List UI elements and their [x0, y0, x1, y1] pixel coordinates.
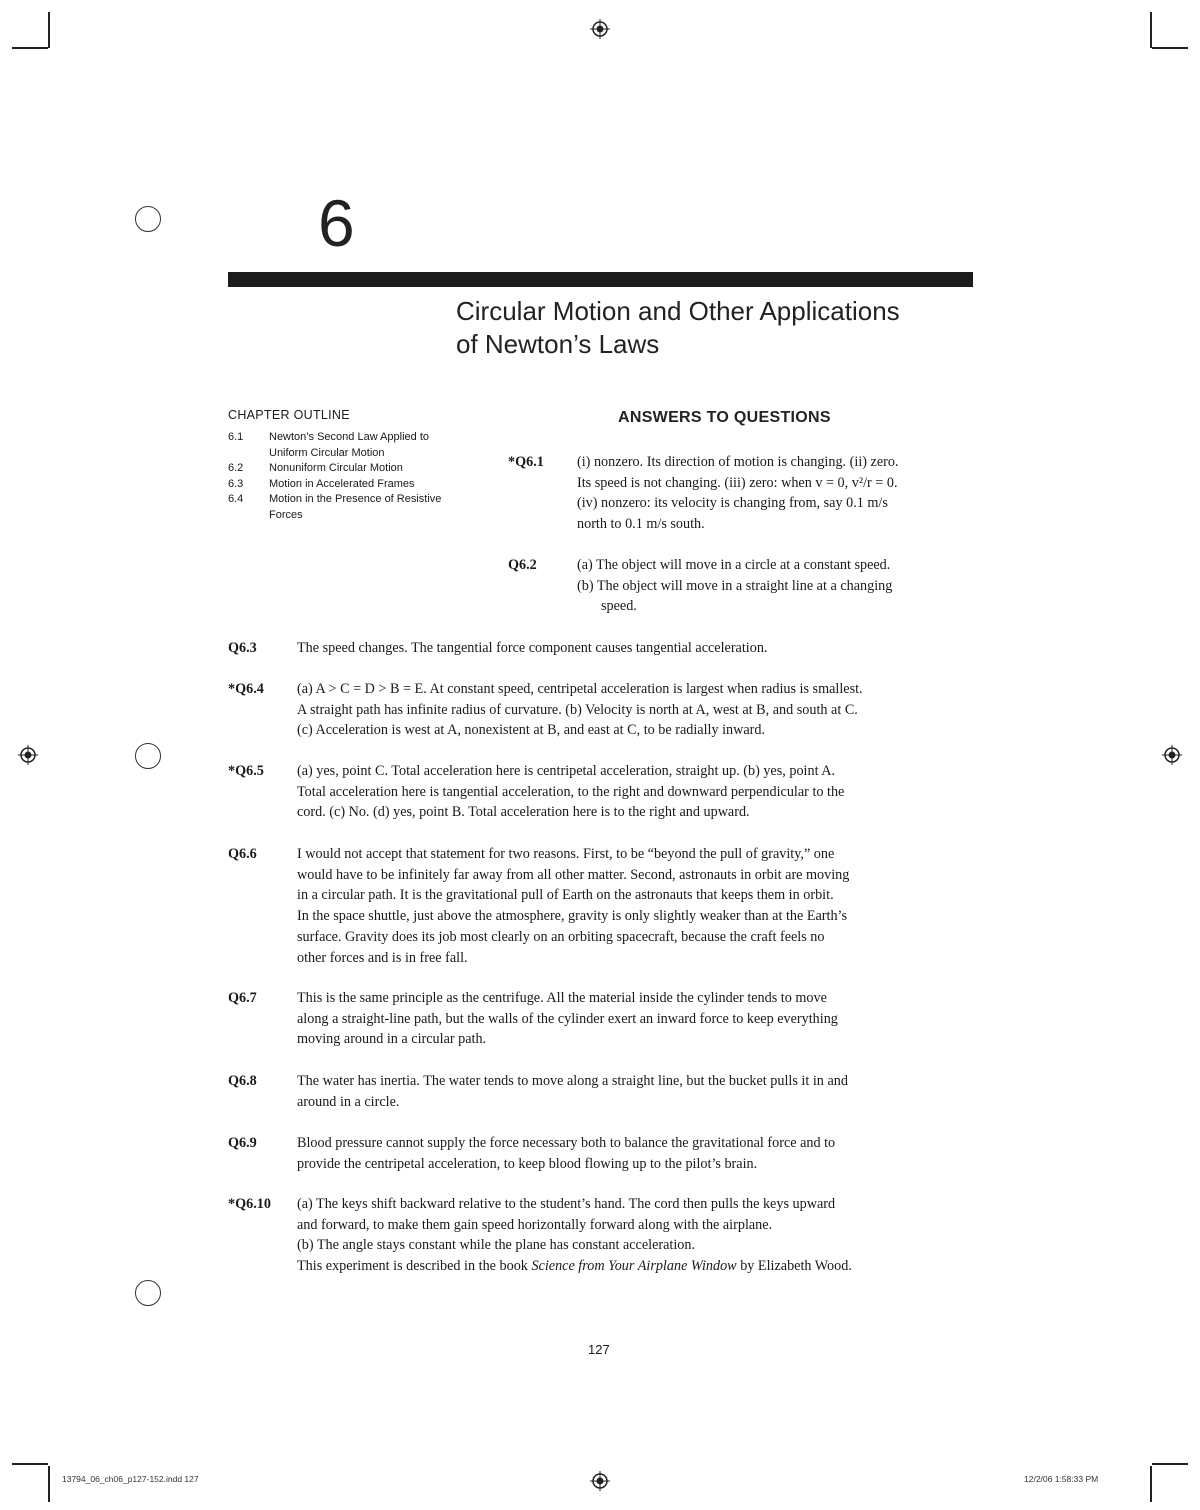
answer-line: would have to be infinitely far away from all other matter. Second, astronauts in orbit are moving — [297, 866, 850, 883]
answer-line: (a) The object will move in a circle at a constant speed. — [577, 557, 891, 573]
outline-heading: CHAPTER OUTLINE — [228, 408, 350, 422]
answer-line: north to 0.1 m/s south. — [577, 516, 705, 533]
answers-heading: ANSWERS TO QUESTIONS — [618, 409, 831, 426]
answer-text — [297, 988, 977, 1050]
answer-line: The water has inertia. The water tends to move along a straight line, but the bucket pulls it in and — [297, 1073, 848, 1089]
answer-line: (a) The keys shift backward relative to the student’s hand. The cord then pulls the keys upward — [297, 1196, 836, 1212]
outline-item-number: 6.2 — [228, 462, 244, 474]
answer-line: (b) The angle stays constant while the plane has constant acceleration. — [297, 1237, 696, 1254]
answer-line: (c) Acceleration is west at A, nonexistent at B, and east at C, to be radially inward. — [297, 722, 766, 739]
question-number: Q6.2 — [508, 557, 537, 573]
answer-text-fragment: by Elizabeth Wood. — [736, 1258, 852, 1275]
outline-item — [228, 461, 468, 477]
answer-line: In the space shuttle, just above the atmosphere, gravity is only slightly weaker than at the Earth’s — [297, 908, 848, 925]
answer-text — [297, 1133, 977, 1174]
answer-line — [297, 1256, 977, 1277]
crop-mark — [48, 1466, 50, 1502]
answer-line: moving around in a circular path. — [297, 1031, 487, 1048]
outline-item — [228, 492, 468, 523]
registration-mark-icon — [1162, 745, 1182, 765]
crop-mark — [48, 12, 50, 48]
registration-mark-icon — [18, 745, 38, 765]
answer-line: (a) A > C = D > B = E. At constant speed, centripetal acceleration is largest when radius is smallest. — [297, 681, 863, 697]
chapter-title-line: of Newton’s Laws — [456, 329, 660, 359]
question-number: Q6.8 — [228, 1073, 257, 1089]
answer-text — [297, 1194, 977, 1277]
punch-hole-icon — [135, 206, 161, 232]
crop-mark — [12, 47, 48, 49]
chapter-rule — [228, 272, 973, 287]
chapter-outline — [228, 408, 468, 523]
answer-line: Its speed is not changing. (iii) zero: when v = 0, v²/r = 0. — [577, 474, 898, 491]
outline-item-number: 6.1 — [228, 431, 244, 443]
book-title: Science from Your Airplane Window — [531, 1258, 737, 1275]
question-number: *Q6.1 — [508, 454, 544, 470]
answer-text-fragment: This experiment is described in the book — [297, 1258, 532, 1275]
answer-text — [297, 844, 977, 968]
answer-line: other forces and is in free fall. — [297, 949, 468, 966]
answer-line: and forward, to make them gain speed horizontally forward along with the airplane. — [297, 1216, 773, 1233]
answer-line: in a circular path. It is the gravitational pull of Earth on the astronauts that keeps them in orbit. — [297, 887, 834, 904]
answer-line: The speed changes. The tangential force component causes tangential acceleration. — [297, 640, 768, 656]
question-number: Q6.7 — [228, 990, 257, 1006]
answer-text — [297, 761, 977, 823]
outline-item — [228, 430, 468, 461]
question-number: Q6.3 — [228, 640, 257, 656]
punch-hole-icon — [135, 1280, 161, 1306]
answer-line: Total acceleration here is tangential acceleration, to the right and downward perpendicular to the — [297, 783, 845, 800]
chapter-number: 6 — [318, 186, 355, 260]
outline-item-text: Nonuniform Circular Motion — [269, 462, 403, 474]
print-slug-left: 13794_06_ch06_p127-152.indd 127 — [62, 1474, 199, 1484]
page-number: 127 — [588, 1342, 610, 1357]
answer-line: around in a circle. — [297, 1093, 400, 1110]
question-number: *Q6.10 — [228, 1196, 271, 1212]
outline-item-number: 6.4 — [228, 493, 244, 505]
answer-line: surface. Gravity does its job most clearly on an orbiting spacecraft, because the craft feels no — [297, 928, 825, 945]
print-slug-right: 12/2/06 1:58:33 PM — [1024, 1474, 1099, 1484]
crop-mark — [1152, 47, 1188, 49]
question-number: Q6.6 — [228, 846, 257, 862]
outline-item-text: Motion in the Presence of Resistive Forces — [269, 493, 442, 521]
answer-line: (iv) nonzero: its velocity is changing from, say 0.1 m/s — [577, 495, 888, 512]
answer-line: along a straight-line path, but the walls of the cylinder exert an inward force to keep everything — [297, 1010, 838, 1027]
crop-mark — [1150, 12, 1152, 48]
question-number: *Q6.4 — [228, 681, 264, 697]
registration-mark-icon — [590, 1471, 610, 1491]
punch-hole-icon — [135, 743, 161, 769]
answer-line: provide the centripetal acceleration, to keep blood flowing up to the pilot’s brain. — [297, 1155, 758, 1172]
answer-line: Blood pressure cannot supply the force necessary both to balance the gravitational force and to — [297, 1135, 836, 1151]
answer-line: cord. (c) No. (d) yes, point B. Total acceleration here is to the right and upward. — [297, 804, 750, 821]
answer-text — [297, 638, 977, 659]
outline-item-number: 6.3 — [228, 477, 244, 490]
outline-item — [228, 477, 468, 493]
outline-item-text: Newton’s Second Law Applied to Uniform Circular Motion — [269, 431, 430, 459]
crop-mark — [12, 1463, 48, 1465]
answer-text — [577, 452, 977, 535]
answer-line: I would not accept that statement for two reasons. First, to be “beyond the pull of gravity,” one — [297, 846, 835, 862]
outline-item-text: Motion in Accelerated Frames — [269, 477, 415, 490]
answer-line: (b) The object will move in a straight line at a changing — [577, 577, 893, 594]
answer-text — [297, 679, 977, 741]
question-number: *Q6.5 — [228, 763, 264, 779]
answer-line: (i) nonzero. Its direction of motion is changing. (ii) zero. — [577, 454, 899, 470]
crop-mark — [1152, 1463, 1188, 1465]
answer-line: speed. — [601, 598, 637, 615]
crop-mark — [1150, 1466, 1152, 1502]
answer-line: A straight path has infinite radius of curvature. (b) Velocity is north at A, west at B, and south at C. — [297, 701, 858, 718]
chapter-title — [456, 295, 986, 361]
answer-line: (a) yes, point C. Total acceleration here is centripetal acceleration, straight up. (b) yes, point A. — [297, 763, 836, 779]
answer-line: This is the same principle as the centrifuge. All the material inside the cylinder tends to move — [297, 990, 827, 1006]
answer-text — [577, 555, 977, 617]
answer-text — [297, 1071, 977, 1112]
question-number: Q6.9 — [228, 1135, 257, 1151]
registration-mark-icon — [590, 19, 610, 39]
chapter-title-line: Circular Motion and Other Applications — [456, 296, 900, 326]
